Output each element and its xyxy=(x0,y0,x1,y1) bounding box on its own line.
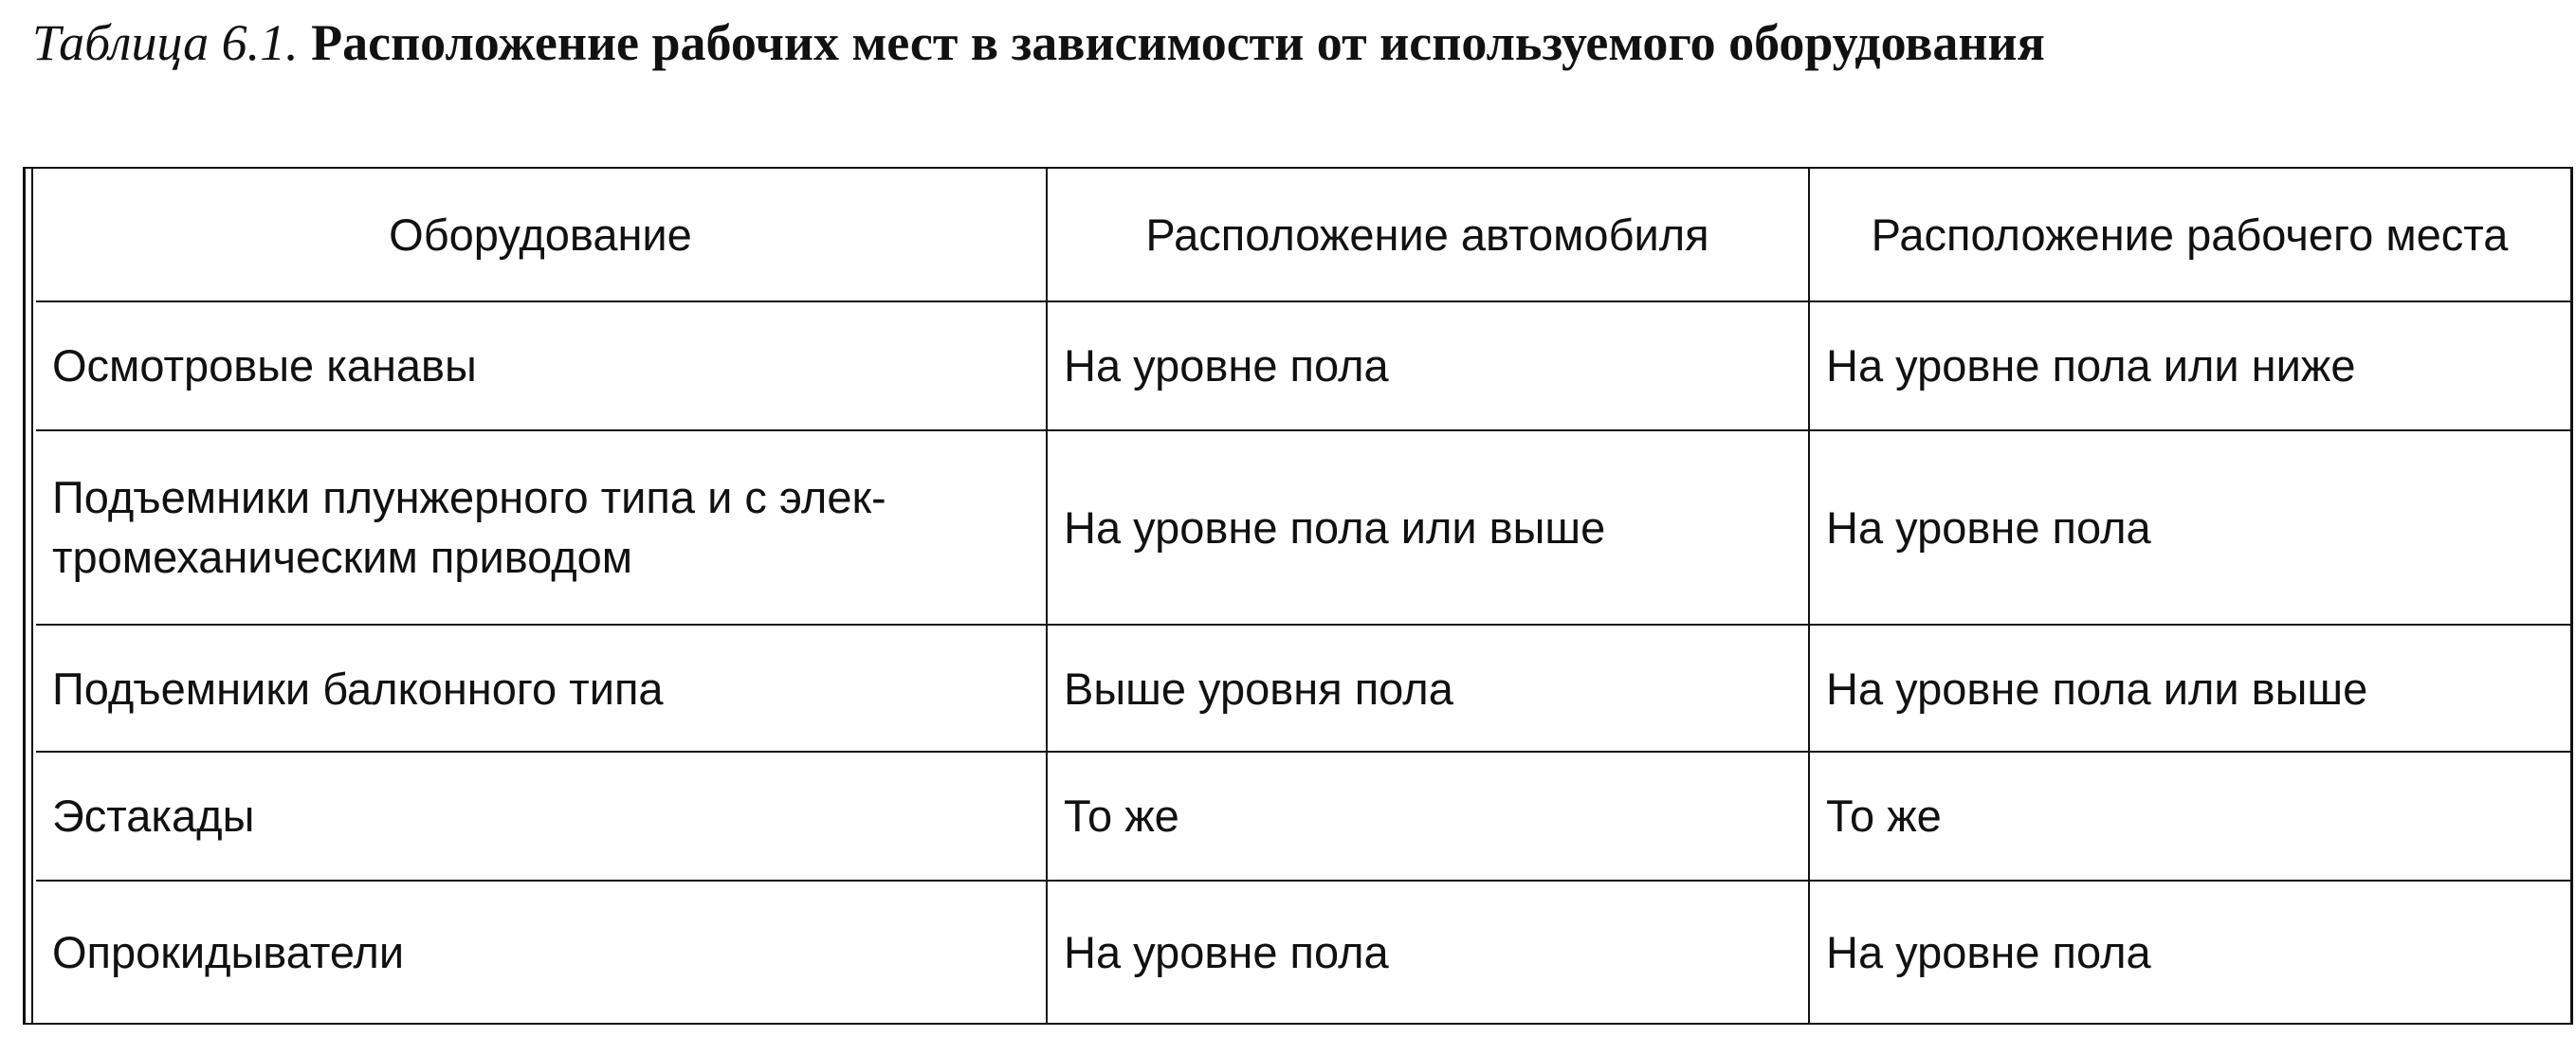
cell-vehicle-position: То же xyxy=(1047,752,1809,880)
table-number: Таблица 6.1. xyxy=(32,14,299,71)
cell-workplace-position: На уровне пола xyxy=(1809,881,2570,1023)
equipment-table-frame xyxy=(23,167,2573,1025)
table-row xyxy=(36,752,2570,880)
cell-equipment: Осмотровые канавы xyxy=(36,301,1047,429)
cell-workplace-position: На уровне пола или ниже xyxy=(1809,301,2570,429)
cell-workplace-position: На уровне пола xyxy=(1809,430,2570,625)
table-caption xyxy=(32,6,2535,81)
cell-equipment: Опрокидыватели xyxy=(36,881,1047,1023)
table-header-row xyxy=(36,169,2570,301)
cell-equipment: Эстакады xyxy=(36,752,1047,880)
table-row xyxy=(36,625,2570,752)
cell-equipment: Подъемники плунжерного типа и с элек- тромеханическим приводом xyxy=(36,430,1047,625)
cell-equipment: Подъемники балконного типа xyxy=(36,625,1047,752)
equipment-table xyxy=(36,169,2570,1023)
table-row xyxy=(36,301,2570,429)
table-row xyxy=(36,881,2570,1023)
header-equipment: Оборудование xyxy=(36,169,1047,301)
header-vehicle-position: Расположение автомобиля xyxy=(1047,169,1809,301)
table-row xyxy=(36,430,2570,625)
header-workplace-position: Расположение рабочего места xyxy=(1809,169,2570,301)
cell-vehicle-position: На уровне пола xyxy=(1047,881,1809,1023)
cell-vehicle-position: На уровне пола xyxy=(1047,301,1809,429)
cell-workplace-position: На уровне пола или выше xyxy=(1809,625,2570,752)
cell-vehicle-position: Выше уровня пола xyxy=(1047,625,1809,752)
cell-vehicle-position: На уровне пола или выше xyxy=(1047,430,1809,625)
table-title: Расположение рабочих мест в зависимости от используемого оборудования xyxy=(311,14,2045,71)
cell-workplace-position: То же xyxy=(1809,752,2570,880)
